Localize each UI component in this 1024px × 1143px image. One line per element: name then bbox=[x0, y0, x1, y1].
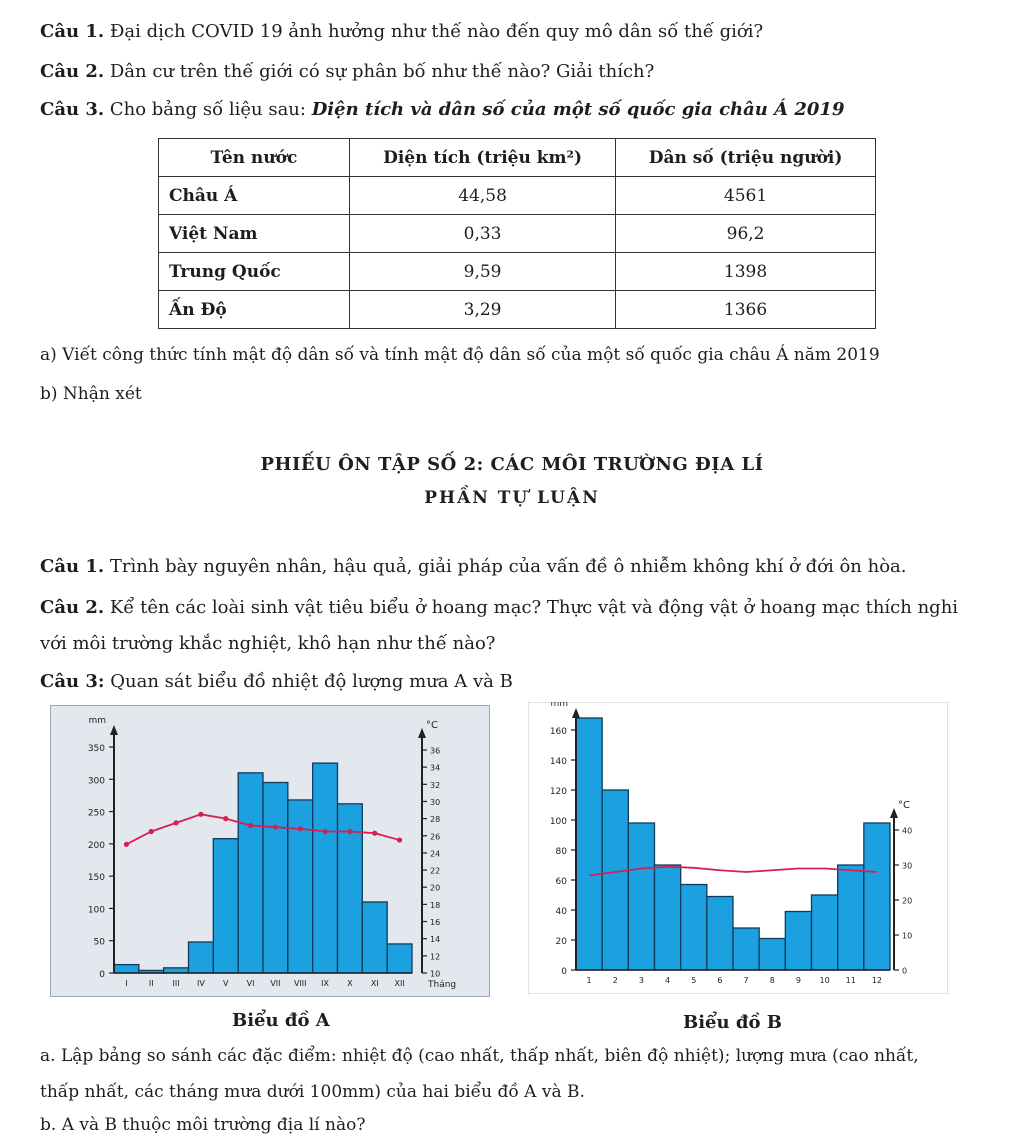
rain-bar bbox=[838, 865, 864, 970]
cell-country: Ấn Độ bbox=[159, 291, 350, 329]
month-label: VII bbox=[270, 979, 281, 988]
rain-bar bbox=[263, 783, 288, 973]
rain-axis-label: mm bbox=[550, 702, 568, 709]
section2-question-3a-line1: a. Lập bảng so sánh các đặc điểm: nhiệt độ (cao nhất, thấp nhất, biên độ nhiệt); lượng mưa (cao nhất, bbox=[40, 1046, 919, 1066]
month-label: 6 bbox=[717, 976, 723, 985]
rain-bar bbox=[164, 968, 189, 973]
month-label: 1 bbox=[586, 976, 592, 985]
temp-tick-label: 30 bbox=[902, 861, 913, 871]
section2-question-3b: b. A và B thuộc môi trường địa lí nào? bbox=[40, 1115, 366, 1135]
month-label: 4 bbox=[665, 976, 671, 985]
question-text: Trình bày nguyên nhân, hậu quả, giải pháp của vấn đề ô nhiễm không khí ở đới ôn hòa. bbox=[104, 556, 907, 577]
cell-country: Châu Á bbox=[159, 177, 350, 215]
rain-bar bbox=[759, 939, 785, 971]
section2-question-3 bbox=[40, 670, 513, 694]
temp-tick-label: 40 bbox=[902, 826, 913, 836]
rain-bar bbox=[812, 895, 838, 970]
rain-tick-label: 140 bbox=[549, 757, 567, 767]
month-label: III bbox=[172, 979, 180, 988]
cell-population: 1366 bbox=[616, 291, 876, 329]
temp-tick-label: 36 bbox=[430, 746, 441, 756]
temp-tick-label: 20 bbox=[902, 896, 913, 906]
rain-tick-label: 120 bbox=[549, 787, 567, 797]
month-label: IV bbox=[196, 979, 205, 988]
cell-area: 0,33 bbox=[350, 215, 616, 253]
table-header-row bbox=[159, 139, 876, 177]
temperature-point bbox=[347, 829, 352, 834]
month-label: VIII bbox=[293, 979, 307, 988]
rain-tick-label: 100 bbox=[87, 905, 105, 916]
month-label: 9 bbox=[795, 976, 801, 985]
temp-tick-label: 30 bbox=[430, 797, 441, 807]
rain-bar bbox=[288, 800, 313, 973]
table-row bbox=[159, 215, 876, 253]
question-3b: b) Nhận xét bbox=[40, 384, 142, 404]
rain-bar bbox=[189, 942, 214, 973]
temp-tick-label: 12 bbox=[430, 952, 441, 962]
rain-tick-label: 250 bbox=[87, 808, 105, 819]
temperature-point bbox=[223, 816, 228, 821]
header-area: Diện tích (triệu km²) bbox=[350, 139, 616, 177]
rain-tick-label: 300 bbox=[87, 776, 105, 787]
data-table bbox=[158, 138, 876, 329]
temp-tick-label: 26 bbox=[430, 832, 441, 842]
temp-tick-label: 32 bbox=[430, 780, 441, 790]
cell-area: 44,58 bbox=[350, 177, 616, 215]
table-row bbox=[159, 253, 876, 291]
month-label: V bbox=[223, 979, 229, 988]
month-label: II bbox=[148, 979, 154, 988]
cell-country: Trung Quốc bbox=[159, 253, 350, 291]
table-title: Diện tích và dân số của một số quốc gia châu Á 2019 bbox=[311, 99, 845, 120]
rain-tick-label: 40 bbox=[555, 907, 567, 917]
temperature-point bbox=[248, 823, 253, 828]
question-label: Câu 2. bbox=[40, 61, 105, 82]
month-label: 5 bbox=[691, 976, 697, 985]
rain-tick-label: 50 bbox=[93, 937, 105, 948]
question-label: Câu 3: bbox=[40, 671, 105, 692]
rain-bar bbox=[602, 790, 628, 970]
temperature-point bbox=[372, 831, 377, 836]
rain-bar bbox=[238, 773, 263, 973]
rain-bar bbox=[785, 912, 811, 971]
cell-population: 1398 bbox=[616, 253, 876, 291]
month-label: 8 bbox=[769, 976, 775, 985]
caption-chart-a: Biểu đồ A bbox=[232, 1010, 330, 1031]
cell-area: 9,59 bbox=[350, 253, 616, 291]
temp-axis-label: °C bbox=[426, 720, 438, 731]
question-label: Câu 3. bbox=[40, 99, 105, 120]
section2-question-3a-line2: thấp nhất, các tháng mưa dưới 100mm) của hai biểu đồ A và B. bbox=[40, 1082, 585, 1102]
rain-tick-label: 150 bbox=[87, 873, 105, 884]
month-label: 10 bbox=[819, 976, 830, 985]
question-text: Cho bảng số liệu sau: bbox=[104, 99, 312, 120]
temp-tick-label: 24 bbox=[430, 849, 441, 859]
rain-tick-label: 100 bbox=[549, 817, 567, 827]
header-country: Tên nước bbox=[159, 139, 350, 177]
temp-tick-label: 34 bbox=[430, 763, 441, 773]
rain-bar bbox=[681, 885, 707, 971]
question-text: Quan sát biểu đồ nhiệt độ lượng mưa A và B bbox=[104, 671, 513, 692]
month-label: XI bbox=[370, 979, 379, 988]
temp-axis-label: °C bbox=[898, 800, 910, 811]
temp-tick-label: 10 bbox=[902, 931, 913, 941]
temp-tick-label: 16 bbox=[430, 918, 441, 928]
section2-question-2 bbox=[40, 596, 958, 620]
caption-chart-b: Biểu đồ B bbox=[683, 1012, 782, 1033]
table-row bbox=[159, 291, 876, 329]
month-label: 2 bbox=[612, 976, 618, 985]
temperature-point bbox=[273, 825, 278, 830]
temp-tick-label: 22 bbox=[430, 866, 441, 876]
section2-question-1 bbox=[40, 555, 907, 579]
question-label: Câu 1. bbox=[40, 21, 105, 42]
rain-bar bbox=[362, 902, 387, 973]
rain-bar bbox=[628, 823, 654, 970]
rain-tick-label: 80 bbox=[555, 847, 567, 857]
question-2 bbox=[40, 60, 654, 84]
month-label: VI bbox=[246, 979, 255, 988]
rain-tick-label: 160 bbox=[549, 727, 567, 737]
x-axis-label: Tháng bbox=[428, 980, 457, 990]
rain-bar bbox=[213, 839, 238, 973]
table-row bbox=[159, 177, 876, 215]
question-text: Dân cư trên thế giới có sự phân bố như thế nào? Giải thích? bbox=[104, 61, 655, 82]
cell-population: 96,2 bbox=[616, 215, 876, 253]
rain-bar bbox=[655, 865, 681, 970]
month-label: XII bbox=[394, 979, 405, 988]
temp-tick-label: 18 bbox=[430, 900, 441, 910]
temperature-point bbox=[124, 842, 129, 847]
temp-tick-label: 0 bbox=[902, 966, 908, 976]
cell-country: Việt Nam bbox=[159, 215, 350, 253]
rain-bar bbox=[733, 928, 759, 970]
climate-chart-b bbox=[528, 702, 948, 994]
rain-bar bbox=[114, 965, 139, 973]
rain-tick-label: 60 bbox=[555, 877, 567, 887]
question-1 bbox=[40, 20, 763, 44]
climate-chart-a bbox=[50, 705, 490, 997]
cell-area: 3,29 bbox=[350, 291, 616, 329]
rain-tick-label: 20 bbox=[555, 937, 567, 947]
temp-tick-label: 10 bbox=[430, 969, 441, 979]
temperature-point bbox=[198, 812, 203, 817]
worksheet-subtitle: PHẦN TỰ LUẬN bbox=[424, 488, 600, 508]
temp-tick-label: 20 bbox=[430, 883, 441, 893]
rain-bar bbox=[313, 763, 338, 973]
question-label: Câu 1. bbox=[40, 556, 105, 577]
temperature-point bbox=[298, 826, 303, 831]
rain-tick-label: 200 bbox=[87, 840, 105, 851]
temp-tick-label: 28 bbox=[430, 815, 441, 825]
question-3 bbox=[40, 98, 844, 122]
header-population: Dân số (triệu người) bbox=[616, 139, 876, 177]
temperature-point bbox=[322, 829, 327, 834]
question-text: Kể tên các loài sinh vật tiêu biểu ở hoang mạc? Thực vật và động vật ở hoang mạc thích nghi bbox=[104, 597, 959, 618]
month-label: IX bbox=[321, 979, 330, 988]
rain-tick-label: 350 bbox=[87, 744, 105, 754]
cell-population: 4561 bbox=[616, 177, 876, 215]
question-label: Câu 2. bbox=[40, 597, 105, 618]
question-3a: a) Viết công thức tính mật độ dân số và tính mật độ dân số của một số quốc gia châu Á năm 2019 bbox=[40, 345, 880, 365]
temperature-point bbox=[397, 837, 402, 842]
month-label: I bbox=[125, 979, 128, 988]
temp-tick-label: 14 bbox=[430, 935, 441, 945]
rain-bar bbox=[707, 897, 733, 971]
question-text: Đại dịch COVID 19 ảnh hưởng như thế nào đến quy mô dân số thế giới? bbox=[104, 21, 764, 42]
rain-bar bbox=[576, 718, 602, 970]
rain-bar bbox=[864, 823, 890, 970]
temperature-point bbox=[173, 820, 178, 825]
section2-question-2-cont: với môi trường khắc nghiệt, khô hạn như thế nào? bbox=[40, 633, 496, 654]
rain-tick-label: 0 bbox=[99, 970, 105, 980]
month-label: 12 bbox=[871, 976, 883, 985]
worksheet-title: PHIẾU ÔN TẬP SỐ 2: CÁC MÔI TRƯỜNG ĐỊA LÍ bbox=[260, 454, 764, 475]
rain-bar bbox=[387, 944, 412, 973]
rain-axis-label: mm bbox=[88, 716, 106, 726]
rain-tick-label: 0 bbox=[561, 967, 567, 977]
month-label: 3 bbox=[638, 976, 644, 985]
temperature-point bbox=[149, 829, 154, 834]
month-label: 11 bbox=[845, 976, 856, 985]
month-label: 7 bbox=[743, 976, 749, 985]
month-label: X bbox=[347, 979, 353, 988]
